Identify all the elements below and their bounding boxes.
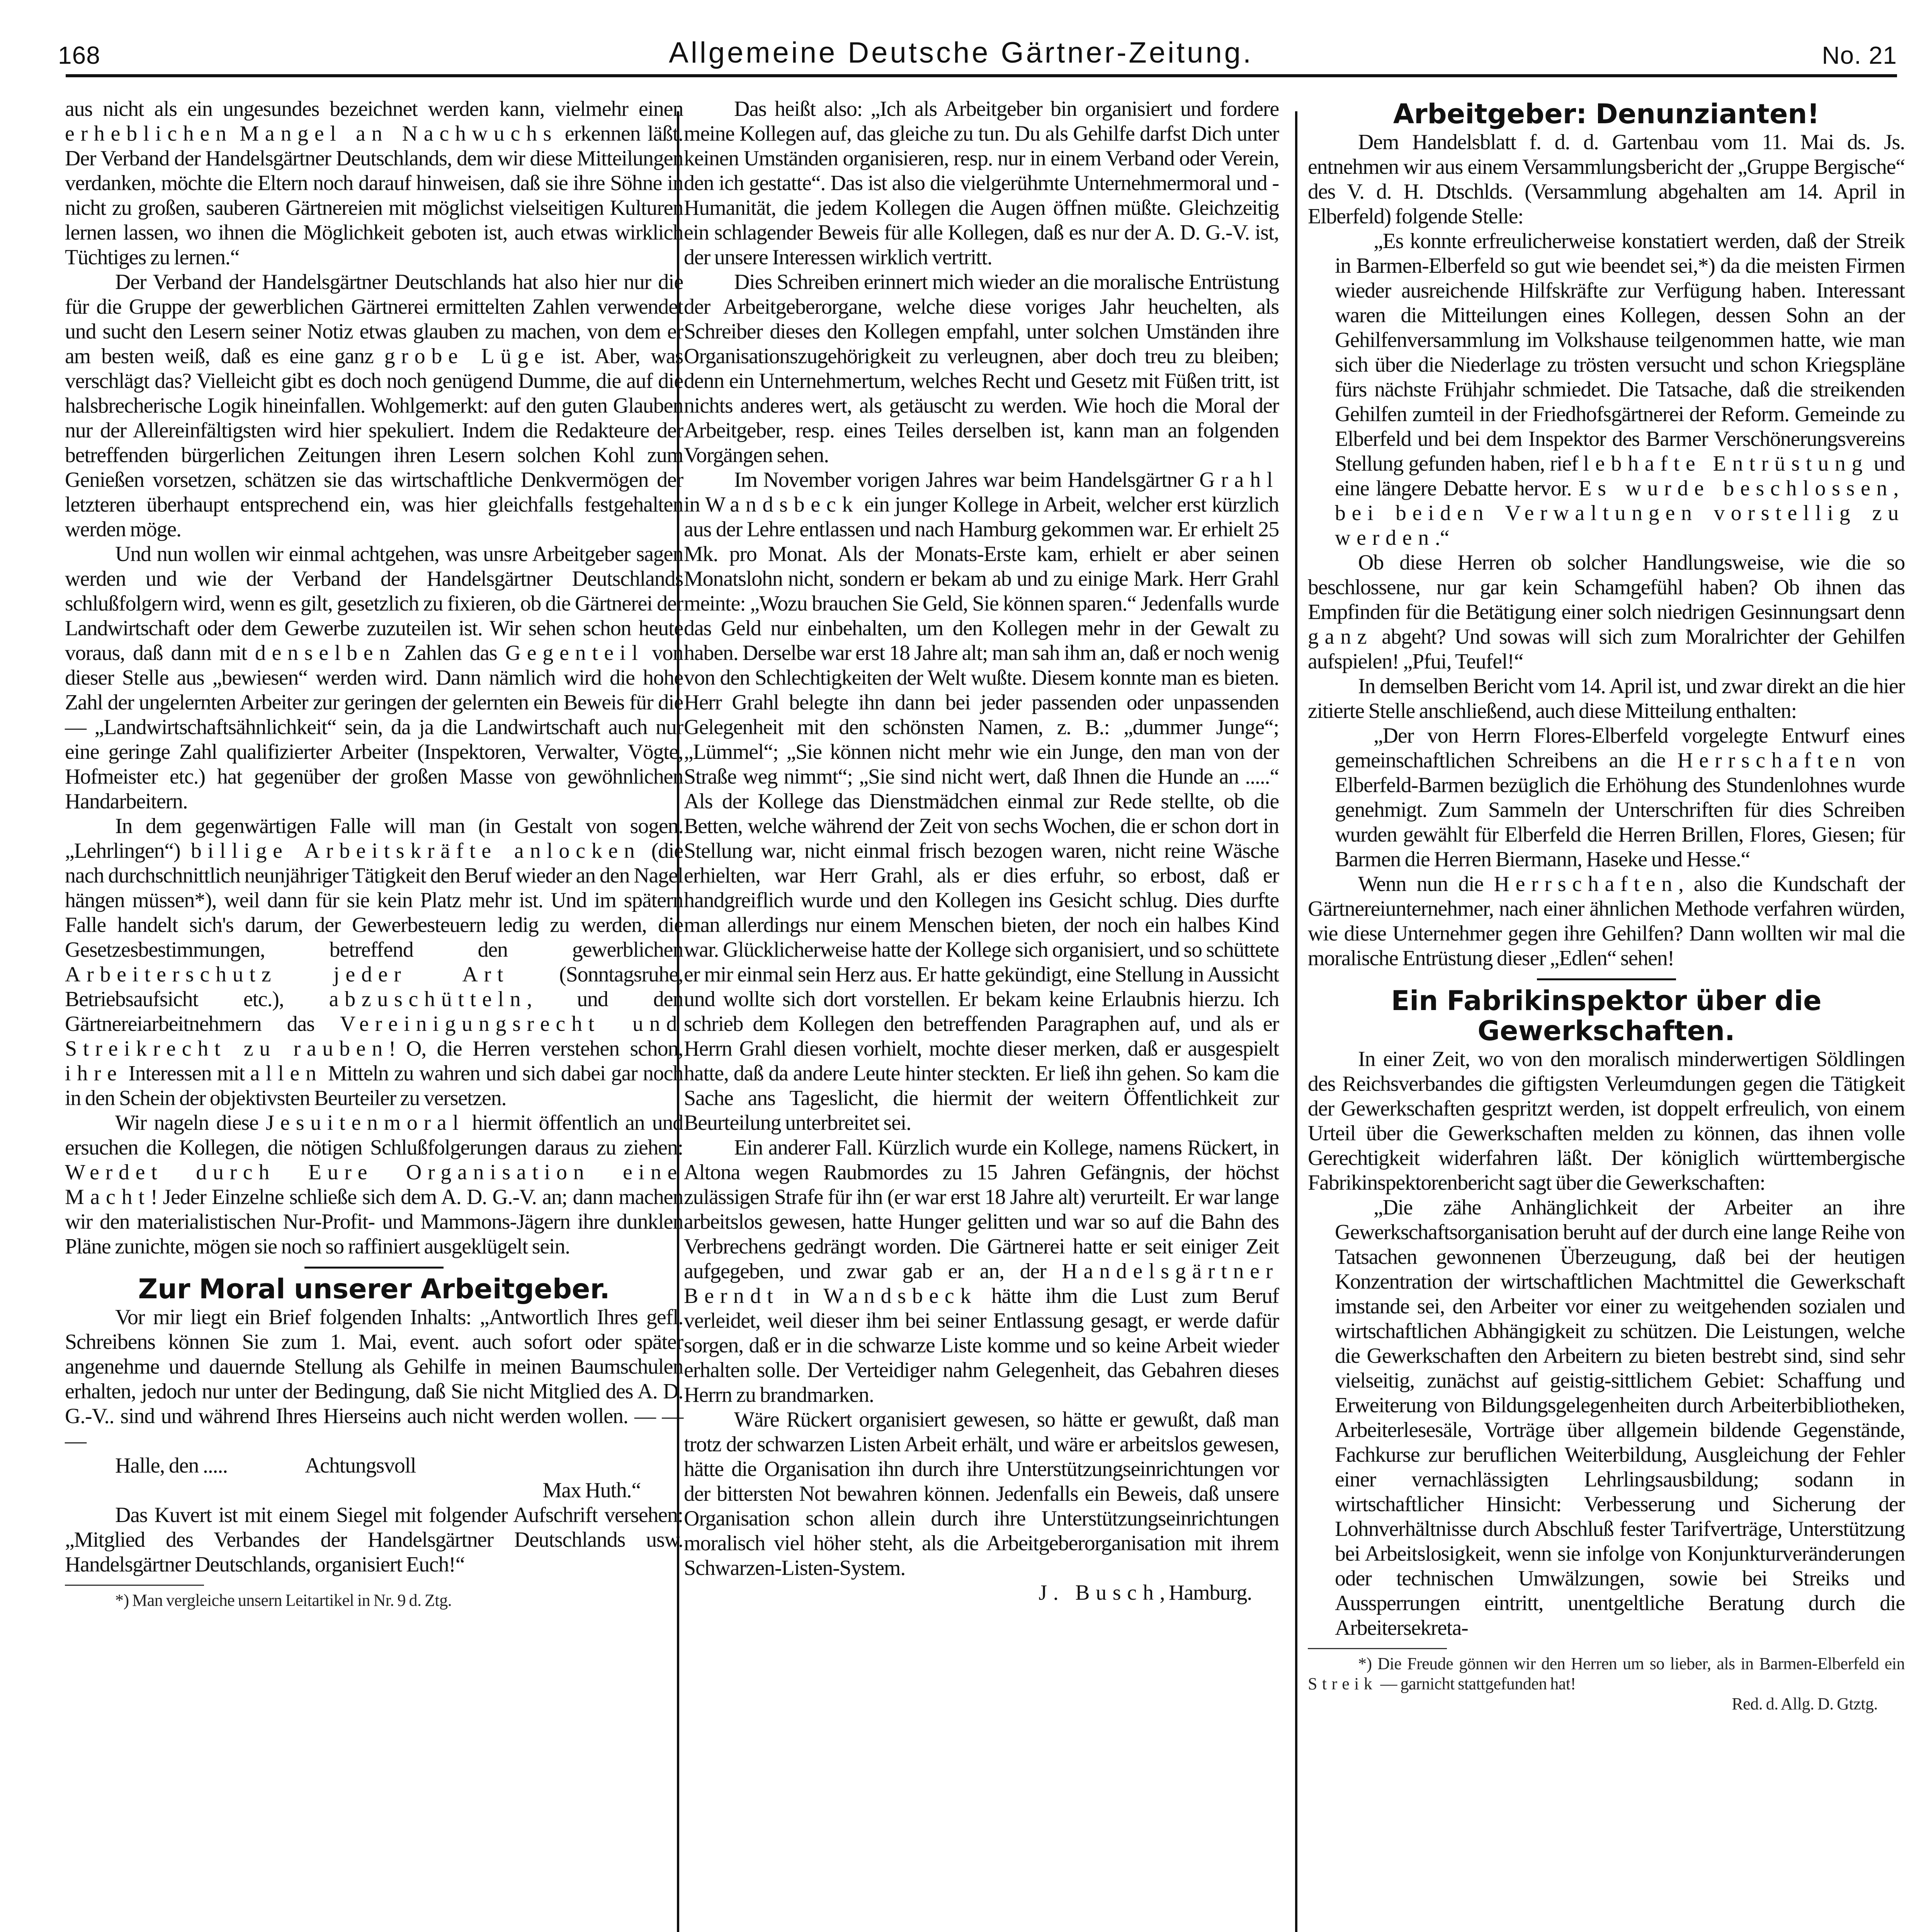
text-run: Zahlen das bbox=[396, 641, 505, 665]
text-run: Ein anderer Fall. Kürzlich wurde ein Kollege, namens Rückert, in Altona wegen Raubmordes zu 15 Jahren Gefängnis, der höchst zulässigen Strafe für ihn (er war erst 18 Jahre alt) verurteilt. Er war lange arbeitslos gewesen, hatte Hunger gelitten und war so auf die Bahn des Verbrechens gedrängt worden. Die Gärtnerei hatte er seit einiger Zeit aufgegeben, und zwar gab er an, der bbox=[684, 1136, 1279, 1283]
text-run: , und den Gärtnereiarbeitnehmern das bbox=[65, 987, 683, 1036]
publication-title: Allgemeine Deutsche Gärtner-Zeitung. bbox=[669, 36, 1254, 69]
emphasis-spaced: Es wurde beschlossen, bei beiden Verwaltungen vorstellig zu werden bbox=[1335, 476, 1905, 550]
article-separator bbox=[1537, 978, 1676, 980]
article-body bbox=[684, 97, 1279, 1580]
text-run: In dem gegenwärtigen Falle will man (in Gestalt von sogen. „Lehrlingen“) bbox=[65, 814, 683, 863]
letter-closing bbox=[65, 1453, 683, 1478]
text-run: von Elberfeld-Barmen bezüglich die Erhöhung des Stundenlohnes wurde genehmigt. Zum Sammeln der Unterschriften für dies Schreiben wurden gewählt für Elberfeld die Herren Brillen, Flores, Giesen; für Barmen die Herren Biermann, Haseke und Hesse.“ bbox=[1335, 748, 1905, 871]
text-run: Interessen mit bbox=[122, 1061, 250, 1085]
text-run bbox=[233, 122, 240, 146]
text-run: „Es konnte erfreulicherweise konstatiert werden, daß der Streik in Barmen-Elberfeld so gut wie beendet sei,*) da die meisten Firmen wieder ausreichende Hilfskräfte zur Verfügung haben. Interessant waren die Mitteilungen eines Kollegen, dessen Sohn an der Gehilfenversammlung im Volkshause teilgenommen hatte, wie man sich über die Niederlage zu trösten versucht und schon Kriegspläne fürs nächste Frühjahr schmiedet. Die Tatsache, daß die streikenden Gehilfen zumteil in der Friedhofsgärtnerei der Reform. Gemeinde zu Elberfeld und bei dem Inspektor des Barmer Verschönerungsvereins Stellung gefunden haben, rief bbox=[1335, 229, 1905, 476]
footnote bbox=[1308, 1654, 1905, 1694]
text-run: Wäre Rückert organisiert gewesen, so hätte er gewußt, daß man trotz der schwarzen Listen Arbeit erhält, und wäre er arbeitslos gewesen, hätte die Organisation ihn durch ihre Unterstützungseinrichtungen vor der bittersten Not bewahren können. Jedenfalls ein Beweis, daß unsere Organisation schon allein durch ihre Unterstützungseinrichtungen moralisch viel höher steht, als die Arbeitgeberorganisation mit ihrem Schwarzen-Listen-System. bbox=[684, 1408, 1279, 1580]
emphasis-spaced: grobe Lüge bbox=[384, 344, 550, 368]
emphasis-spaced: Mangel an Nachwuchs bbox=[240, 122, 558, 146]
text-run: aus nicht als ein ungesundes bezeichnet werden kann, vielmehr einen bbox=[65, 97, 683, 121]
article-paragraph bbox=[684, 1407, 1279, 1580]
article-body bbox=[65, 97, 683, 1259]
text-run: ist. Aber, was verschlägt das? Vielleicht gibt es doch noch genügend Dumme, die auf die halsbrecherische Logik hineinfallen. Wohlgemerkt: auf den guten Glauben nur der Allereinfältigsten wird hier spekuliert. Indem die Redakteure der betreffenden bürgerlichen Zeitungen ihren Lesern solchen Kohl zum Genießen vorsetzen, schätzen sie das wirtschaftliche Denkvermögen der letzteren überhaupt entsprechend ein, was hier gleichfalls festgehalten werden möge. bbox=[65, 344, 683, 541]
article-heading: Ein Fabrikinspektor über die Gewerkschaften. bbox=[1391, 985, 1822, 1047]
column-divider bbox=[1295, 111, 1297, 1932]
text-run: „Der von Herrn Flores-Elberfeld vorgelegte Entwurf eines gemeinschaftlichen Schreibens an die bbox=[1335, 724, 1905, 772]
article-heading: Zur Moral unserer Arbeitgeber. bbox=[138, 1273, 610, 1305]
text-run: In einer Zeit, wo von den moralisch minderwertigen Söldlingen des Reichsverbandes die giftigsten Verleumdungen gegen die Tätigkeit der Gewerkschaften gespritzt werden, ist doppelt erfreulich, von einem Urteil über die Gewerkschaften melden zu können, das ihnen volle Gerechtigkeit widerfahren läßt. Der königlich württembergische Fabrikinspektorenbericht sagt über die Gewerkschaften: bbox=[1308, 1047, 1905, 1195]
text-run: Das heißt also: „Ich als Arbeitgeber bin organisiert und fordere meine Kollegen auf, das gleiche zu tun. Du als Gehilfe darfst Dich unter keinen Umständen organisieren, resp. nur in einem Verband oder Verein, den ich gestatte“. Das ist also die vielgerühmte Unternehmermoral und -Humanität, die jedem Kollegen die Augen öffnen müßte. Gleichzeitig ein schlagender Beweis für alle Kollegen, daß es nur der A. D. G.-V. ist, der unsere Interessen wirklich vertritt. bbox=[684, 97, 1279, 269]
text-run: Und nun wollen wir einmal achtgehen, was unsre Arbeitgeber sagen werden und wie der Verband der Handelsgärtner Deutschlands schlußfolgern wird, wenn es gilt, gesetzlich zu fixieren, ob die Gärtnerei der Landwirtschaft oder dem Gewerbe zuzuteilen ist. Wir sehen schon heute voraus, daß dann mit bbox=[65, 542, 683, 665]
article-paragraph bbox=[1308, 872, 1905, 971]
emphasis-spaced: ihre bbox=[65, 1061, 123, 1085]
text-run: Der Verband der Handelsgärtner Deutschlands hat also hier nur die für die Gruppe der gewerblichen Gärtnerei ermittelten Zahlen verwendet und sucht den Lesern seiner Notiz etwas glauben zu machen, von dem er am besten weiß, daß es eine ganz bbox=[65, 270, 683, 368]
text-run: „Die zähe Anhänglichkeit der Arbeiter an ihre Gewerkschaftsorganisation beruht auf der durch eine lange Reihe von Tatsachen gewonnenen Überzeugung, daß bei der heutigen Konzentration der wirtschaftlichen Machtmittel die Gewerkschaft imstande sei, den Arbeiter vor einer zu weitgehenden sozialen und wirtschaftlichen Abhängigkeit zu schützen. Die Leistungen, welche die Gewerkschaften den Arbeitern zu bieten bestrebt sind, sind sehr vielseitig, zunächst auf geistig-sittlichem Gebiet: Schaffung und Erweiterung von Bildungsgelegenheiten durch Arbeiterbibliotheken, Arbeiterlesesäle, Vorträge über allgemein bildende Gegenstände, Fachkurse zur beruflichen Weiterbildung, Ausgleichung der Fehler einer vernachlässigten Lehrlingsausbildung; sodann in wirtschaftlicher Hinsicht: Verbesserung und Sicherung der Lohnverhältnisse durch Abschluß fester Tarifverträge, Unterstützung bei Arbeitslosigkeit, wenn sie infolge von Konjunkturveränderungen oder technischen Umwälzungen, sowie bei Streiks und Aussperrungen eintritt, unentgeltliche Beratung durch die Arbeitersekreta- bbox=[1335, 1196, 1905, 1640]
text-run: von dieser Stelle aus „bewiesen“ werden wird. Dann nämlich wird die hohe Zahl der ungelernten Arbeiter zur geringen der gelernten ein Beweis für die — „Landwirtschaftsähnlichkeit“ sein, da ja die Landwirtschaft auch nur eine geringe Zahl qualifizierter Arbeiter (Inspektoren, Verwalter, Vögte, Hofmeister etc.) hat gegenüber der großen Masse von gewöhnlichen Handarbeitern. bbox=[65, 641, 683, 813]
emphasis-spaced: Herrschaften bbox=[1494, 872, 1678, 896]
footnote-text: — garnicht stattgefunden hat! bbox=[1377, 1674, 1576, 1693]
text-run: Wir nageln diese bbox=[115, 1111, 266, 1135]
text-run: und eine längere Debatte hervor. bbox=[1335, 452, 1905, 500]
text-run: Im November vorigen Jahres war beim Handelsgärtner bbox=[734, 468, 1200, 492]
article-paragraph bbox=[684, 270, 1279, 468]
text-run: (die nach durchschnittlich neunjähriger Tätigkeit den Beruf wieder an den Nagel hängen müssen*), weil dann für sie kein Platz mehr ist. Und im spätern Falle handelt sich's darum, der Gewerbesteuern ledig zu werden, die Gesetzesbestimmungen, betreffend den gewerblichen bbox=[65, 839, 683, 962]
page-number: 168 bbox=[58, 41, 100, 69]
article-paragraph bbox=[684, 97, 1279, 270]
emphasis-spaced: Wandsbeck bbox=[823, 1284, 977, 1308]
issue-number: No. 21 bbox=[1822, 41, 1897, 69]
article-paragraph bbox=[65, 1111, 683, 1259]
emphasis-spaced: Wandsbeck bbox=[705, 493, 859, 517]
letter-salutation: Achtungsvoll bbox=[304, 1454, 416, 1478]
text-run: ein junger Kollege in Arbeit, welcher erst kürzlich aus der Lehre entlassen und nach Hamburg gekommen war. Er erhielt 25 Mk. pro Monat. Als der Monats-Erste kam, erhielt er aber seinen Monatslohn nicht, sondern er bekam ab und zu einige Mark. Herr Grahl meinte: „Wozu brauchen Sie Geld, Sie können sparen.“ Jedenfalls wurde das Geld nur einbehalten, um den Kollegen mehr in der Gewalt zu haben. Derselbe war erst 18 Jahre alt; man sah ihm an, daß er noch wenig von den Schlechtigkeiten der Welt wußte. Diesem konnte man es bieten. Herr Grahl belegte ihn dann bei jeder passenden oder unpassenden Gelegenheit mit den schönsten Namen, z. B.: „dummer Junge“; „Lümmel“; „Sie können nicht mehr wie ein Junge, den man von der Straße weg nimmt“; „Sie sind nicht wert, daß Ihnen die Hunde an .....“ Als der Kollege das Dienstmädchen einmal zur Rede stellte, ob die Betten, welche während der Zeit von sechs Wochen, die er schon dort in Stellung war, nicht einmal frisch bezogen waren, nicht reine Wäsche erhielten, war Herr Grahl, als er dies erfuhr, so erbost, daß er handgreiflich wurde und den Kollegen ins Gesicht schlug. Dies durfte man allerdings nur einem Menschen bieten, der noch ein halbes Kind war. Glücklicherweise hatte der Kollege sich organisiert, und so schüttete er mir einmal sein Herz aus. Er hatte gekündigt, eine Stellung in Aussicht und wollte sich dort vorstellen. Er bekam keine Erlaubnis hierzu. Ich schrieb dem Kollegen den betreffenden Paragraphen auf, und als er Herrn Grahl diesen vorhielt, mochte dieser merken, daß er ausgespielt hatte, daß da andere Leute hinter steckten. Er ließ ihn gehen. So kam die Sache ans Tageslicht, die hiermit der weitern Öffentlichkeit zur Beurteilung unterbreitet sei. bbox=[684, 493, 1279, 1135]
article-paragraph bbox=[1308, 1195, 1905, 1640]
emphasis-spaced: Herrschaften bbox=[1677, 748, 1862, 772]
article-body bbox=[1308, 1047, 1905, 1640]
emphasis-spaced: allen bbox=[250, 1061, 323, 1085]
article-paragraph bbox=[1308, 229, 1905, 550]
article-paragraph bbox=[1308, 674, 1905, 723]
article-paragraph: Das Kuvert ist mit einem Siegel mit folgender Aufschrift versehen: „Mitglied des Verbandes der Handelsgärtner Deutschlands usw. Handelsgärtner Deutschlands, organisiert Euch!“ bbox=[65, 1503, 683, 1577]
article-denunzianten bbox=[1308, 99, 1905, 971]
text-run: hätte ihm die Lust zum Beruf verleidet, weil dieser ihm bei seiner Entlassung gesagt, er werde dafür sorgen, daß er in die schwarze Liste komme und so keine Arbeit wieder erhalten solle. Der Verteidiger nahm Gelegenheit, das Gebahren dieses Herrn zu brandmarken. bbox=[684, 1284, 1279, 1407]
text-run: .“ bbox=[1435, 526, 1449, 550]
emphasis-spaced: Grahl bbox=[1199, 468, 1279, 492]
text-run: ! O, die Herren verstehen schon, bbox=[388, 1037, 683, 1061]
text-run: in bbox=[684, 493, 705, 517]
letter-place-date: Halle, den ..... bbox=[115, 1454, 228, 1478]
emphasis-spaced: Jesuitenmoral bbox=[265, 1111, 465, 1135]
emphasis-spaced: Werdet durch Eure Organisation eine Macht bbox=[65, 1160, 683, 1209]
emphasis-spaced: Gegenteil bbox=[505, 641, 644, 665]
text-run: abgeht? Und sowas will sich zum Moralrichter der Gehilfen aufspielen! „Pfui, Teufel!“ bbox=[1308, 625, 1905, 673]
emphasis-spaced: abzuschütteln bbox=[329, 987, 527, 1011]
article-body bbox=[1308, 130, 1905, 971]
article-fabrikinspektor bbox=[1308, 986, 1905, 1640]
letter-signature: Max Huth.“ bbox=[542, 1478, 641, 1502]
article-paragraph bbox=[684, 468, 1279, 1135]
author-place: , Hamburg. bbox=[1159, 1581, 1252, 1605]
footnote-rule bbox=[1308, 1648, 1447, 1649]
text-run: Ob diese Herren ob solcher Handlungsweise, wie die so beschlossene, nur gar kein Schamgefühl haben? Ob ihnen das Empfinden für die Betätigung einer solch niedrigen Gesinnungsart denn bbox=[1308, 551, 1905, 624]
emphasis-spaced: erheblichen bbox=[65, 122, 233, 146]
column-middle bbox=[684, 97, 1279, 1605]
header-rule bbox=[66, 74, 1897, 77]
article-paragraph bbox=[65, 542, 683, 814]
article-paragraph: Vor mir liegt ein Brief folgenden Inhalts: „Antwortlich Ihres gefl. Schreibens können Sie zum 1. Mai, event. auch sofort oder später angenehme und dauernde Stellung als Gehilfe in meinen Baumschulen erhalten, jedoch nur unter der Bedingung, daß Sie nicht Mitglied des A. D. G.-V.. sind und während Ihres Hierseins auch nicht werden wollen. — — — bbox=[65, 1305, 683, 1453]
text-run: hiermit öffentlich an und ersuchen die Kollegen, die nötigen Schlußfolgerungen daraus zu ziehen: bbox=[65, 1111, 683, 1160]
footnote: *) Man vergleiche unsern Leitartikel in Nr. 9 d. Ztg. bbox=[115, 1591, 452, 1610]
article-paragraph bbox=[1308, 723, 1905, 872]
author-name: J. Busch bbox=[1039, 1581, 1160, 1605]
article-paragraph bbox=[1308, 130, 1905, 229]
footnote-rule bbox=[65, 1585, 204, 1586]
article-paragraph bbox=[65, 97, 683, 270]
article-paragraph bbox=[1308, 1047, 1905, 1195]
author-signature bbox=[684, 1580, 1279, 1605]
text-run: Dem Handelsblatt f. d. d. Gartenbau vom 11. Mai ds. Js. entnehmen wir aus einem Versammlungsbericht der „Gruppe Bergische“ des V. d. H. Dtschlds. (Versammlung abgehalten am 14. April in Elberfeld) folgende Stelle: bbox=[1308, 130, 1905, 228]
text-run: Wenn nun die bbox=[1358, 872, 1494, 896]
footnote-emphasis: Streik bbox=[1308, 1674, 1377, 1693]
emphasis-spaced: Handelsgärtner Berndt bbox=[684, 1259, 1279, 1308]
article-zur-moral bbox=[65, 1274, 683, 1577]
article-heading: Arbeitgeber: Denunzianten! bbox=[1393, 98, 1820, 130]
text-run: Dies Schreiben erinnert mich wieder an die moralische Entrüstung der Arbeitgeberorgane, welche diese voriges Jahr heuchelten, als Schreiber dieses den Kollegen empfahl, unter solchen Umständen ihre Organisationszugehörigkeit zu verleugnen, aber doch treu zu bleiben; denn ein Unternehmertum, welches Recht und Gesetz mit Füßen tritt, ist nichts anderes wert, als getäuscht zu werden. Wie hoch die Moral der Arbeitgeber, resp. eines Teiles derselben ist, kann man an folgenden Vorgängen sehen. bbox=[684, 270, 1279, 467]
text-run: ! Jeder Einzelne schließe sich dem A. D. G.-V. an; dann machen wir den materialistischen Nur-Profit- und Mammons-Jägern ihre dunklen Pläne zunichte, mögen sie noch so raffiniert ausgeklügelt sein. bbox=[65, 1185, 683, 1259]
masthead bbox=[58, 23, 1897, 70]
column-right bbox=[1308, 97, 1905, 1714]
emphasis-spaced: ganz bbox=[1308, 625, 1373, 649]
article-separator bbox=[304, 1267, 444, 1269]
emphasis-spaced: denselben bbox=[255, 641, 396, 665]
article-paragraph bbox=[65, 814, 683, 1111]
text-run: erkennen läßt. Der Verband der Handelsgärtner Deutschlands, dem wir diese Mitteilungen verdanken, möchte die Eltern noch darauf hinweisen, daß sie ihre Söhne in nicht zu großen, sauberen Gärtnereien mit möglichst vielseitigen Kulturen lernen lassen, wo ihnen die Möglichkeit geboten ist, auch etwas wirklich Tüchtiges zu lernen.“ bbox=[65, 122, 683, 269]
footnote-text: *) Die Freude gönnen wir den Herren um so lieber, als in Barmen-Elberfeld ein bbox=[1358, 1654, 1905, 1673]
article-paragraph bbox=[65, 270, 683, 542]
text-run: , also die Kundschaft der Gärtnereiunternehmer, nach einer ähnlichen Methode verfahren würden, wie diese Unternehmer gegen ihre Gehilfen? Dann wollten wir mal die moralische Entrüstung dieser „Edlen“ sehen! bbox=[1308, 872, 1905, 970]
column-left bbox=[65, 97, 683, 1611]
article-paragraph bbox=[684, 1135, 1279, 1407]
text-run: in bbox=[779, 1284, 824, 1308]
footnote-credit: Red. d. Allg. D. Gtztg. bbox=[1732, 1694, 1878, 1713]
article-paragraph bbox=[1308, 550, 1905, 674]
text-run: (Sonntagsruhe, Betriebsaufsicht etc.), bbox=[65, 963, 683, 1011]
emphasis-spaced: lebhafte Entrüstung bbox=[1583, 452, 1869, 476]
text-run: Mitteln zu wahren und sich dabei gar noch in den Schein der objektivsten Beurteiler zu versetzen. bbox=[65, 1061, 683, 1110]
emphasis-spaced: Arbeiterschutz jeder Art bbox=[65, 963, 510, 986]
emphasis-spaced: billige Arbeitskräfte anlocken bbox=[190, 839, 641, 863]
emphasis-spaced: Vereinigungsrecht und Streikrecht zu rauben bbox=[65, 1012, 683, 1061]
text-run: In demselben Bericht vom 14. April ist, und zwar direkt an die hier zitierte Stelle anschließend, auch diese Mitteilung enthalten: bbox=[1308, 674, 1905, 723]
